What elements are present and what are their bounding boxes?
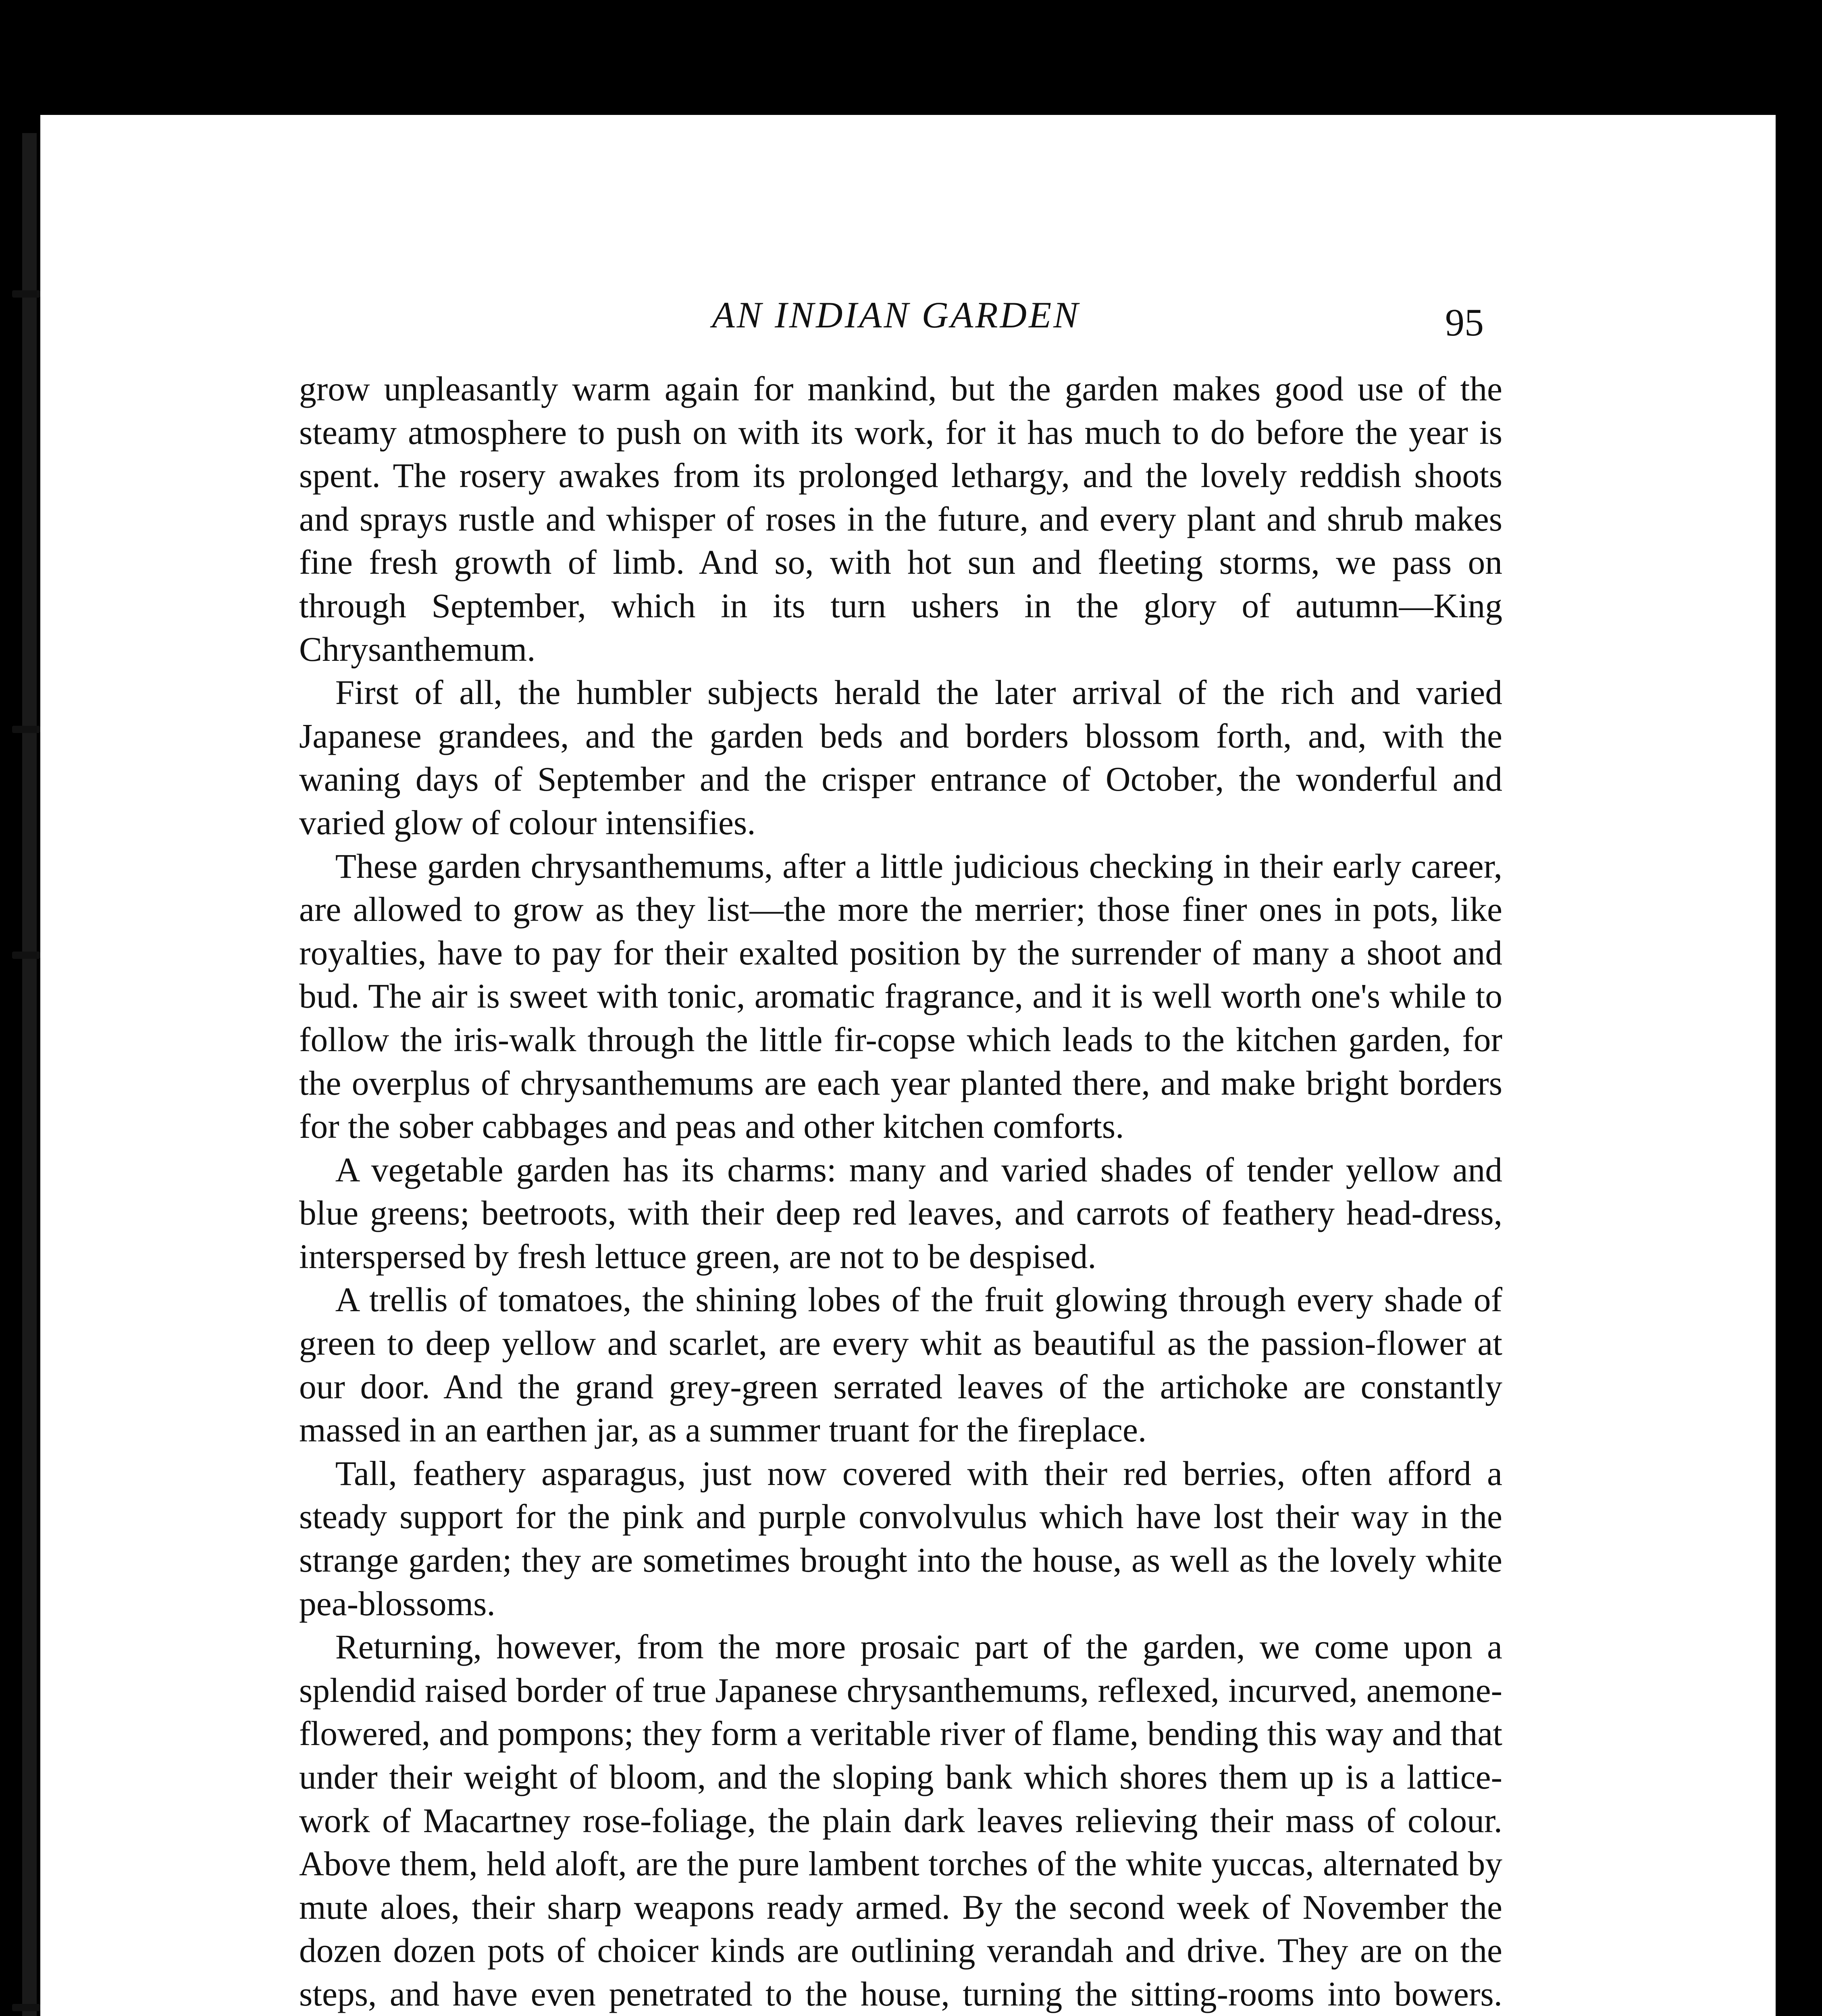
spine-binding-mark xyxy=(12,2004,40,2011)
scan-edge-shadow xyxy=(1776,109,1822,2016)
page-number: 95 xyxy=(1445,301,1484,344)
paragraph: grow unpleasantly warm again for mankind, but the garden makes good use of the steamy atmosphere to push on with its work, for it has much to do before the year is spent. The rosery awakes from its prolonged lethargy, and the lovely reddish shoots and sprays rustle and whisper of roses in the future, and every plant and shrub makes fine fresh growth of limb. And so, with hot sun and fleeting storms, we pass on through September, which in its turn ushers in the glory of autumn—King Chrysanthemum. xyxy=(299,370,1502,669)
running-title: AN INDIAN GARDEN xyxy=(712,294,1080,335)
paragraph: Tall, feathery asparagus, just now covered with their red berries, often afford a steady support for the pink and purple convolvulus which have lost their way in the strange garden; they are sometimes brought into the house, as well as the lovely white pea-blossoms. xyxy=(299,1454,1502,1623)
spine-binding-mark xyxy=(12,952,40,959)
spine-binding-mark xyxy=(12,290,40,298)
body-text xyxy=(299,368,1502,2016)
paragraph: A vegetable garden has its charms: many and varied shades of tender yellow and blue greens; beetroots, with their deep red leaves, and carrots of feathery head-dress, interspersed by fresh lettuce green, are not to be despised. xyxy=(299,1151,1502,1276)
paragraph: These garden chrysanthemums, after a little judicious checking in their early career, are allowed to grow as they list—the more the merrier; those finer ones in pots, like royalties, have to pay for their exalted position by the surrender of many a shoot and bud. The air is sweet with tonic, aromatic fragrance, and it is well worth one's while to follow the iris-walk through the little fir-copse which leads to the kitchen garden, for the overplus of chrysanthemums are each year planted there, and make bright borders for the sober cabbages and peas and other kitchen comforts. xyxy=(299,847,1502,1146)
paragraph: First of all, the humbler subjects herald the later arrival of the rich and varied Japanese grandees, and the garden beds and borders blossom forth, and, with the waning days of September and the crisper entrance of October, the wonderful and varied glow of colour intensifies. xyxy=(299,674,1502,842)
paragraph: Returning, however, from the more prosaic part of the garden, we come upon a splendid raised border of true Japanese chrysanthemums, reflexed, incurved, anemone-flowered, and pompons; they form a veritable river of flame, bending this way and that under their weight of bloom, and the sloping bank which shores them up is a lattice-work of Macartney rose-foliage, the plain dark leaves relieving their mass of colour. Above them, held aloft, are the pure lambent torches of the white yuccas, alternated by mute aloes, their sharp weapons ready armed. By the second week of November the dozen dozen pots of choicer kinds are outlining verandah and drive. They are on the steps, and have even penetrated to the house, turning the sitting-rooms into bowers. xyxy=(299,1628,1502,2013)
spine-binding-mark xyxy=(12,726,40,733)
paragraph: A trellis of tomatoes, the shining lobes of the fruit glowing through every shade of green to deep yellow and scarlet, are every whit as beautiful as the passion-flower at our door. And the grand grey-green serrated leaves of the artichoke are constantly massed in an earthen jar, as a summer truant for the fireplace. xyxy=(299,1281,1502,1450)
book-spine-edge xyxy=(22,133,37,2016)
